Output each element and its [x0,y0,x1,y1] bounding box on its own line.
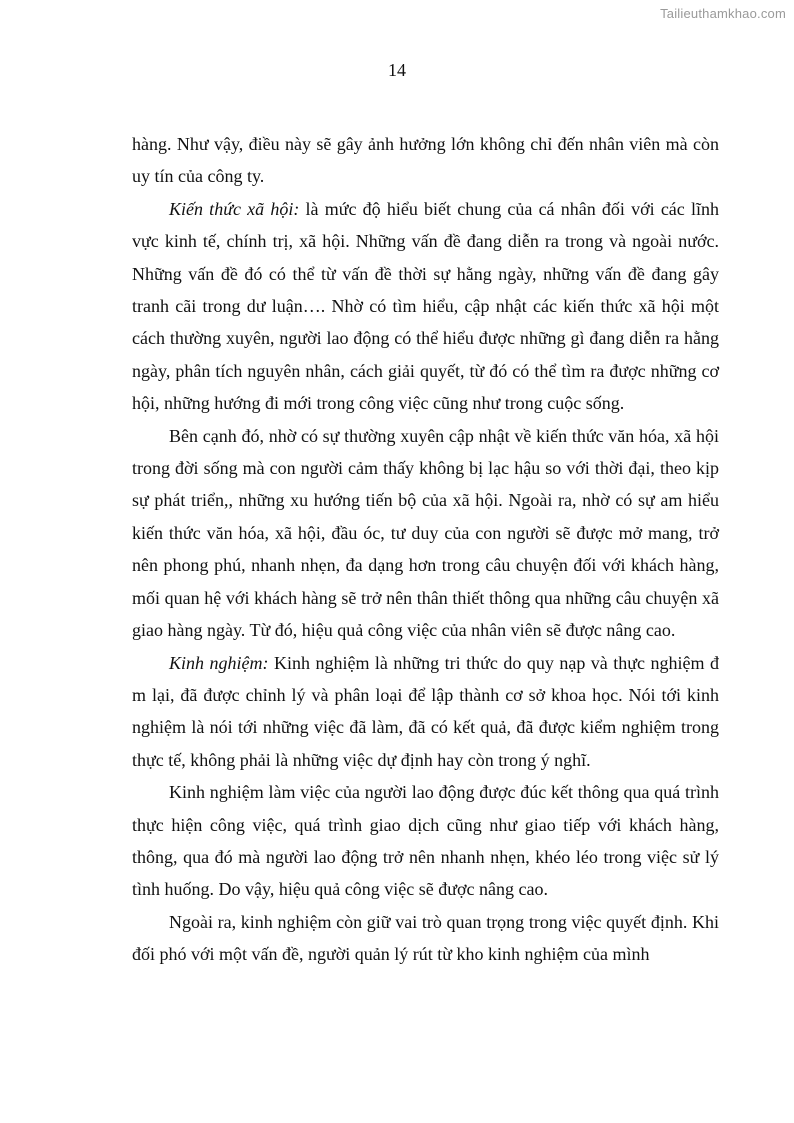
paragraph-decision-role: Ngoài ra, kinh nghiệm còn giữ vai trò quan trọng trong việc quyết định. Khi đối phó với một vấn đề, người quản lý rút từ kho kinh nghiệm của mình [132,911,719,965]
term-experience: Kinh nghiệm: [169,652,269,673]
watermark: Tailieuthamkhao.com [660,6,786,21]
paragraph-text: Kinh nghiệm là những tri thức do quy nạp và thực nghiệm đ m lại, đã được chỉnh lý và phân loại để lập thành cơ sở khoa học. Nói tới kinh nghiệm là nói tới những việc đã làm, đã có kết quả, đã được kiểm nghiệm trong thực tế, không phải là những việc dự định hay còn trong ý nghĩ. [132,652,719,770]
paragraph-work-experience: Kinh nghiệm làm việc của người lao động được đúc kết thông qua quá trình thực hiện công việc, quá trình giao dịch cũng như giao tiếp với khách hàng, thông, qua đó mà người lao động trở nên nhanh nhẹn, khéo léo trong việc sử lý tình huống. Do vậy, hiệu quả công việc sẽ được nâng cao. [132,782,719,900]
paragraph-text: là mức độ hiểu biết chung của cá nhân đối với các lĩnh vực kinh tế, chính trị, xã hội. Những vấn đề đang diễn ra trong và ngoài nước. Những vấn đề đó có thể từ vấn đề thời sự hằng ngày, những vấn đề đang gây tranh cãi trong dư luận…. Nhờ có tìm hiểu, cập nhật các kiến thức xã hội một cách thường xuyên, người lao động có thể hiểu được những gì đang diễn ra hằng ngày, phân tích nguyên nhân, cách giải quyết, từ đó có thể tìm ra được những cơ hội, những hướng đi mới trong công việc cũng như trong cuộc sống. [132,198,719,414]
term-social-knowledge: Kiến thức xã hội: [169,198,300,219]
paragraph-experience [132,647,719,777]
page-number: 14 [388,60,406,80]
paragraph-continuation: hàng. Như vậy, điều này sẽ gây ảnh hưởng lớn không chỉ đến nhân viên mà còn uy tín của công ty. [132,134,719,187]
paragraph-social-knowledge [132,193,719,420]
document-body [132,128,719,971]
paragraph-culture-update: Bên cạnh đó, nhờ có sự thường xuyên cập nhật về kiến thức văn hóa, xã hội trong đời sống mà con người cảm thấy không bị lạc hậu so với thời đại, theo kịp sự phát triển,, những xu hướng tiến bộ của xã hội. Ngoài ra, nhờ có sự am hiểu kiến thức văn hóa, xã hội, đầu óc, tư duy của con người sẽ được mở mang, trở nên phong phú, nhanh nhẹn, đa dạng hơn trong câu chuyện đối với khách hàng, mối quan hệ với khách hàng sẽ trở nên thân thiết thông qua những câu chuyện xã giao hàng ngày. Từ đó, hiệu quả công việc của nhân viên sẽ được nâng cao. [132,425,719,641]
